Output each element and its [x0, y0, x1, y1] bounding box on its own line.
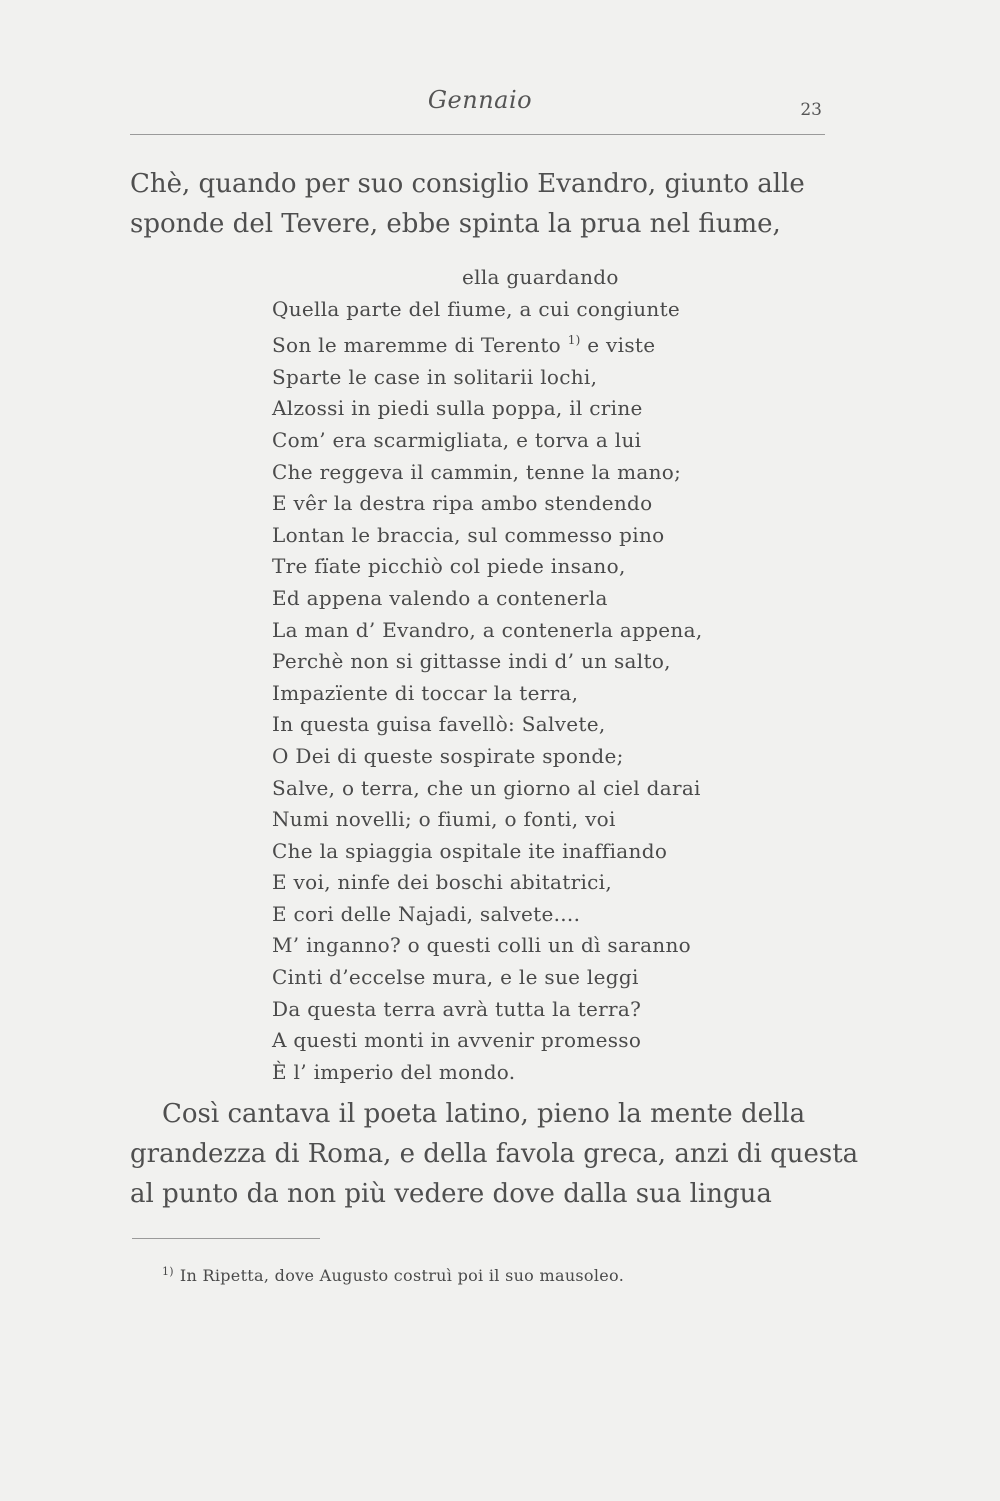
- verse-line: Com’ era scarmigliata, e torva a lui: [272, 427, 642, 452]
- verse-line: A questi monti in avvenir promesso: [272, 1028, 642, 1053]
- page-number: 23: [800, 100, 822, 120]
- verse-line: E vêr la destra ripa ambo stendendo: [272, 491, 653, 516]
- verse-line: E voi, ninfe dei boschi abitatrici,: [272, 870, 613, 895]
- verse-line: Che reggeva il cammin, tenne la mano;: [272, 459, 682, 484]
- prose-paragraph-top: [130, 164, 830, 244]
- prose-paragraph-bottom: [130, 1094, 859, 1214]
- footnote-rule: [132, 1238, 320, 1239]
- verse-line-text: Son le maremme di Terento: [272, 333, 562, 358]
- footnote-reference[interactable]: 1): [567, 333, 581, 348]
- verse-line: Cinti d’eccelse mura, e le sue leggi: [272, 965, 639, 990]
- verse-line: Numi novelli; o fiumi, o fonti, voi: [272, 807, 616, 832]
- verse-line: O Dei di queste sospirate sponde;: [272, 743, 624, 768]
- verse-line: La man d’ Evandro, a contenerla appena,: [272, 617, 703, 642]
- verse-line: Sparte le case in solitarii lochi,: [272, 364, 598, 389]
- verse-line: Impazïente di toccar la terra,: [272, 680, 579, 705]
- verse-line: Tre fïate picchiò col piede insano,: [272, 554, 626, 579]
- prose-line: al punto da non più vedere dove dalla sua lingua: [130, 1179, 772, 1209]
- footnote-text: In Ripetta, dove Augusto costruì poi il suo mausoleo.: [179, 1266, 625, 1285]
- header-rule: [130, 134, 825, 135]
- verse-line: Salve, o terra, che un giorno al ciel darai: [272, 775, 701, 800]
- verse-line: E cori delle Najadi, salvete....: [272, 901, 581, 926]
- verse-line: Perchè non si gittasse indi d’ un salto,: [272, 649, 671, 674]
- verse-line: Ed appena valendo a contenerla: [272, 585, 608, 610]
- verse-line: Quella parte del fiume, a cui congiunte: [272, 296, 681, 321]
- verse-block: [272, 262, 812, 1088]
- verse-line: È l’ imperio del mondo.: [272, 1059, 516, 1084]
- verse-line: Che la spiaggia ospitale ite inaffiando: [272, 838, 668, 863]
- verse-line-suffix: e viste: [580, 333, 656, 358]
- prose-line: sponde del Tevere, ebbe spinta la prua nel fiume,: [130, 209, 781, 239]
- prose-line: Chè, quando per suo consiglio Evandro, giunto alle: [130, 169, 805, 199]
- footnote: [162, 1265, 624, 1285]
- verse-line: Lontan le braccia, sul commesso pino: [272, 522, 665, 547]
- running-head: [0, 86, 1000, 126]
- footnote-mark: 1): [162, 1265, 174, 1278]
- prose-line: Così cantava il poeta latino, pieno la mente della: [162, 1099, 806, 1129]
- verse-line: ella guardando: [462, 265, 619, 289]
- running-title: Gennaio: [427, 86, 533, 114]
- prose-line: grandezza di Roma, e della favola greca, anzi di questa: [130, 1139, 859, 1169]
- verse-line: Da questa terra avrà tutta la terra?: [272, 996, 642, 1021]
- verse-line: Alzossi in piedi sulla poppa, il crine: [272, 396, 643, 421]
- verse-line-with-footnote: [272, 325, 812, 362]
- verse-line: In questa guisa favellò: Salvete,: [272, 712, 606, 737]
- verse-line: M’ inganno? o questi colli un dì saranno: [272, 933, 691, 958]
